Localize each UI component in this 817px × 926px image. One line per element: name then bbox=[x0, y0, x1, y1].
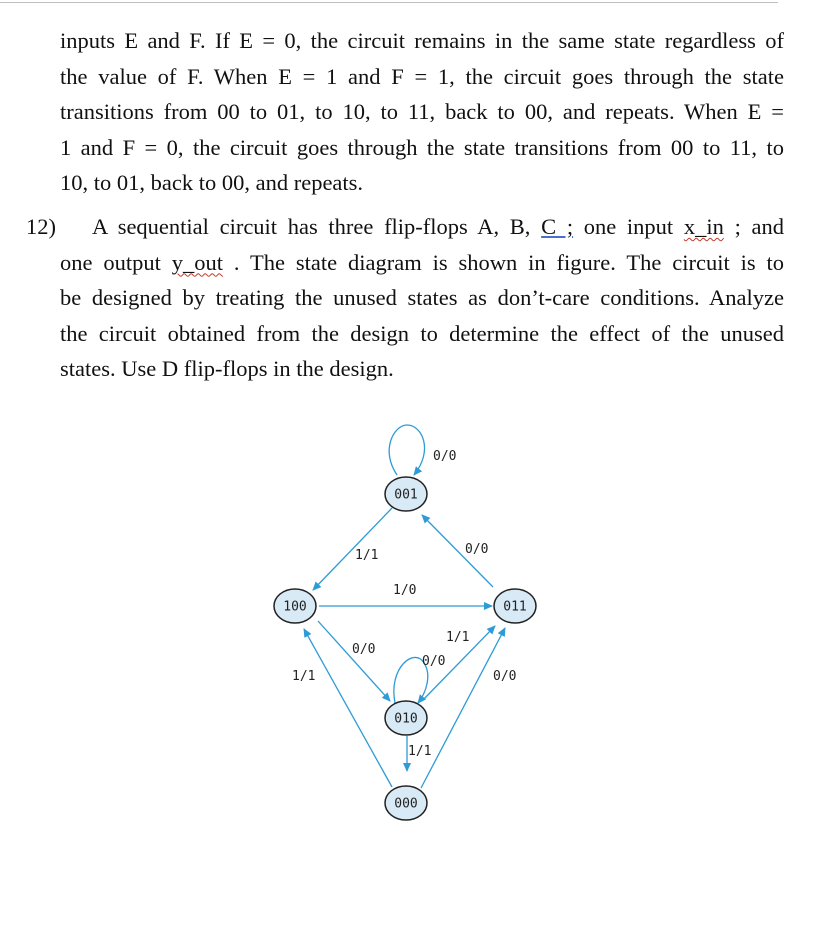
self-loop-001 bbox=[389, 425, 424, 475]
label-010-to-011: 1/1 bbox=[446, 630, 470, 645]
text-line: inputs E and F. If E = 0, the circuit remains in the same state regardless of bbox=[60, 28, 784, 53]
text-line: be designed by treating the unused states as don’t-care conditions. Analyze bbox=[60, 285, 784, 310]
text-line: states. Use D flip-flops in the design. bbox=[60, 356, 394, 381]
text-line: 1 and F = 0, the circuit goes through the state transitions from 00 to 11, to bbox=[60, 134, 784, 160]
state-label: 100 bbox=[283, 599, 307, 615]
text-run: one output bbox=[60, 249, 172, 275]
state-011 bbox=[494, 589, 536, 623]
label-011-to-001: 0/0 bbox=[465, 542, 489, 557]
state-label: 010 bbox=[394, 711, 418, 727]
text-line bbox=[60, 209, 784, 245]
state-100 bbox=[274, 589, 316, 623]
text-run: A sequential circuit has three flip-flops A, B, bbox=[92, 214, 542, 239]
top-rule bbox=[0, 2, 778, 3]
variable-y-out: y_out bbox=[171, 249, 224, 275]
variable-x-in: x_in bbox=[683, 214, 724, 239]
transition-001-to-100 bbox=[313, 508, 392, 590]
transition-000-to-011 bbox=[421, 628, 505, 788]
label-000-to-011: 0/0 bbox=[493, 669, 517, 684]
question-12-text bbox=[60, 209, 784, 387]
state-010 bbox=[385, 701, 427, 735]
variable-c: C ; bbox=[541, 214, 574, 239]
transition-000-to-100 bbox=[304, 629, 392, 787]
state-000 bbox=[385, 786, 427, 820]
state-diagram bbox=[240, 405, 570, 845]
label-100-to-010: 0/0 bbox=[352, 642, 376, 657]
transition-100-to-010 bbox=[318, 621, 390, 701]
label-010-to-000: 1/1 bbox=[408, 744, 432, 759]
text-line: the circuit obtained from the design to determine the effect of the unused bbox=[60, 320, 784, 346]
text-run: ; and bbox=[723, 214, 784, 239]
state-label: 001 bbox=[394, 487, 418, 503]
text-line: transitions from 00 to 01, to 10, to 11, back to 00, and repeats. When E = bbox=[60, 99, 784, 124]
text-line: 10, to 01, back to 00, and repeats. bbox=[60, 170, 364, 195]
label-loop-001: 0/0 bbox=[433, 449, 457, 464]
text-line bbox=[60, 245, 784, 281]
text-run: one input bbox=[573, 214, 684, 239]
state-001 bbox=[385, 477, 427, 511]
state-label: 011 bbox=[503, 599, 527, 615]
label-100-to-011: 1/0 bbox=[393, 583, 417, 598]
label-loop-010: 0/0 bbox=[422, 654, 446, 669]
state-label: 000 bbox=[394, 796, 418, 812]
question-number: 12) bbox=[26, 214, 56, 239]
paragraph-continuation bbox=[60, 23, 784, 201]
label-000-to-100: 1/1 bbox=[292, 669, 316, 684]
text-run: . The state diagram is shown in figure. The circuit is to bbox=[223, 249, 784, 275]
label-001-to-100: 1/1 bbox=[355, 548, 379, 563]
text-line: the value of F. When E = 1 and F = 1, the circuit goes through the state bbox=[60, 63, 784, 89]
